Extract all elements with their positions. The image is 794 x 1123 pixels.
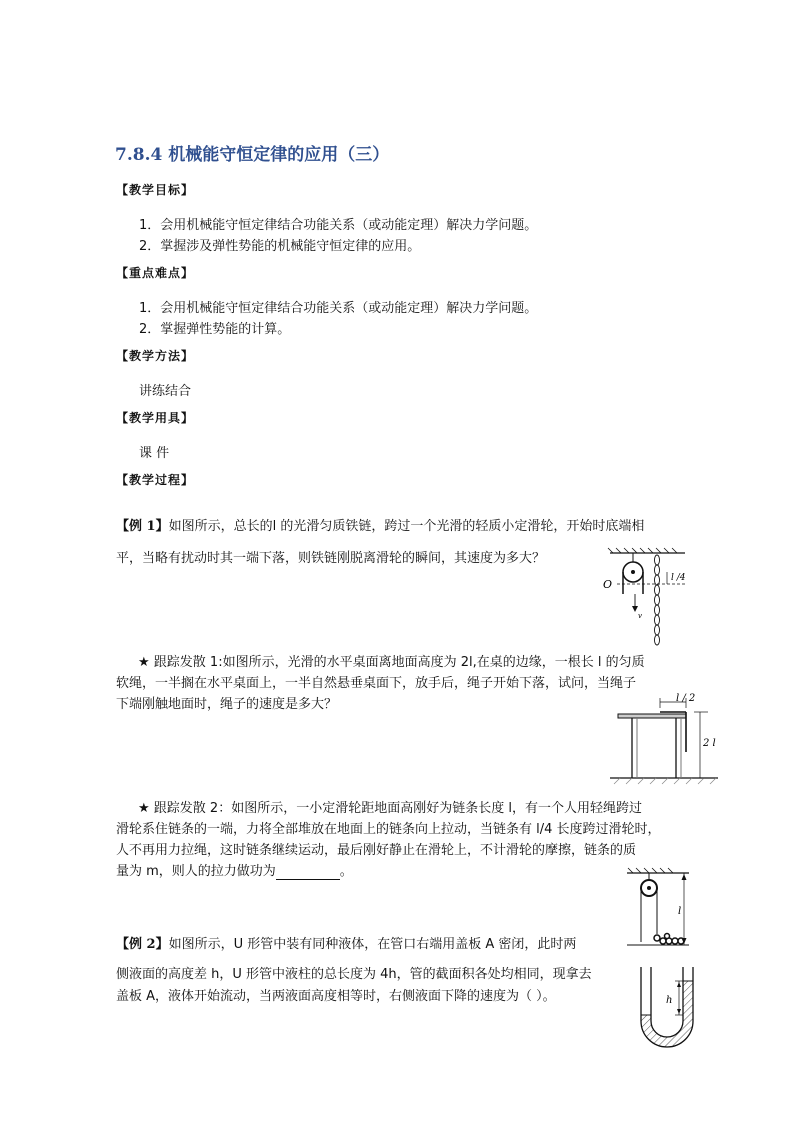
example2-line2: 侧液面的高度差 h，U 形管中液柱的总长度为 4h，管的截面积各处均相同，现拿去: [116, 967, 592, 982]
section-heading-key-points: 【重点难点】: [116, 266, 195, 280]
method-text: 讲练结合: [139, 384, 192, 399]
figure-chain-pulley: [605, 548, 695, 648]
fig1-label-v: v: [638, 612, 642, 620]
figure-u-tube: [635, 963, 715, 1058]
fig4-label-h: h: [666, 995, 673, 1006]
follow1-line1: [138, 651, 645, 670]
section-heading-process: 【教学过程】: [116, 473, 195, 487]
follow1-text-1: 如图所示，光滑的水平桌面离地面高度为 2l,在桌的边缘，一根长 l 的匀质: [222, 655, 645, 670]
follow2-text-4: 量为 m，则人的拉力做功为: [116, 864, 276, 879]
example2-text-1: 如图所示，U 形管中装有同种液体，在管口右端用盖板 A 密闭，此时两: [168, 937, 577, 952]
example1-text-1: 如图所示，总长的l 的光滑匀质铁链，跨过一个光滑的轻质小定滑轮，开始时底端相: [168, 519, 645, 534]
follow2-text-4-end: 。: [339, 864, 353, 879]
follow2-line2: 滑轮系住链条的一端，力将全部堆放在地面上的链条向上拉动，当链条有 l/4 长度跨过滑轮时，: [116, 822, 661, 837]
goal-item: 1．会用机械能守恒定律结合功能关系（或动能定理）解决力学问题。: [139, 218, 538, 233]
follow2-line3: 人不再用力拉绳，这时链条继续运动，最后刚好静止在滑轮上，不计滑轮的摩擦，链条的质: [116, 843, 637, 858]
fig2-label-half: l / 2: [676, 693, 696, 704]
fig1-label-l4: l /4: [671, 573, 686, 583]
example2-label: 【例 2】: [116, 937, 169, 952]
key-point-item: 1．会用机械能守恒定律结合功能关系（或动能定理）解决力学问题。: [139, 301, 538, 316]
page-title: 7.8.4 机械能守恒定律的应用（三）: [115, 145, 390, 165]
goal-item: 2．掌握涉及弹性势能的机械能守恒定律的应用。: [139, 239, 421, 254]
example1-line1: [116, 515, 644, 534]
figure-table-rope: [610, 694, 720, 784]
follow1-line2: 软绳，一半搁在水平桌面上，一半自然悬垂桌面下，放手后，绳子开始下落，试问，当绳子: [116, 676, 637, 691]
follow1-label: ★ 跟踪发散 1:: [138, 655, 223, 670]
section-heading-goals: 【教学目标】: [116, 183, 195, 197]
fig1-label-o: O: [603, 578, 613, 591]
answer-blank: [276, 864, 340, 880]
fig2-label-2l: 2 l: [703, 738, 716, 749]
example1-label: 【例 1】: [116, 519, 169, 534]
follow2-line1: [138, 797, 642, 816]
follow1-line3: 下端刚触地面时，绳子的速度是多大？: [116, 697, 338, 712]
tools-text: 课 件: [139, 446, 170, 461]
follow2-text-1: 如图所示，一小定滑轮距地面高刚好为链条长度 l，有一个人用轻绳跨过: [231, 801, 642, 816]
figure-pulley-chain: [627, 868, 697, 948]
key-point-item: 2．掌握弹性势能的计算。: [139, 322, 291, 337]
example2-line3: 盖板 A，液体开始流动，当两液面高度相等时，右侧液面下降的速度为（ ）。: [116, 989, 556, 1004]
section-heading-tools: 【教学用具】: [116, 411, 195, 425]
follow2-label: ★ 跟踪发散 2：: [138, 801, 232, 816]
example1-line2: 平，当略有扰动时其一端下落，则铁链刚脱离滑轮的瞬间，其速度为多大？: [116, 551, 546, 566]
follow2-line4: [116, 860, 353, 880]
section-heading-method: 【教学方法】: [116, 349, 195, 363]
fig3-label-l: l: [678, 906, 682, 917]
example2-line1: [116, 933, 576, 952]
